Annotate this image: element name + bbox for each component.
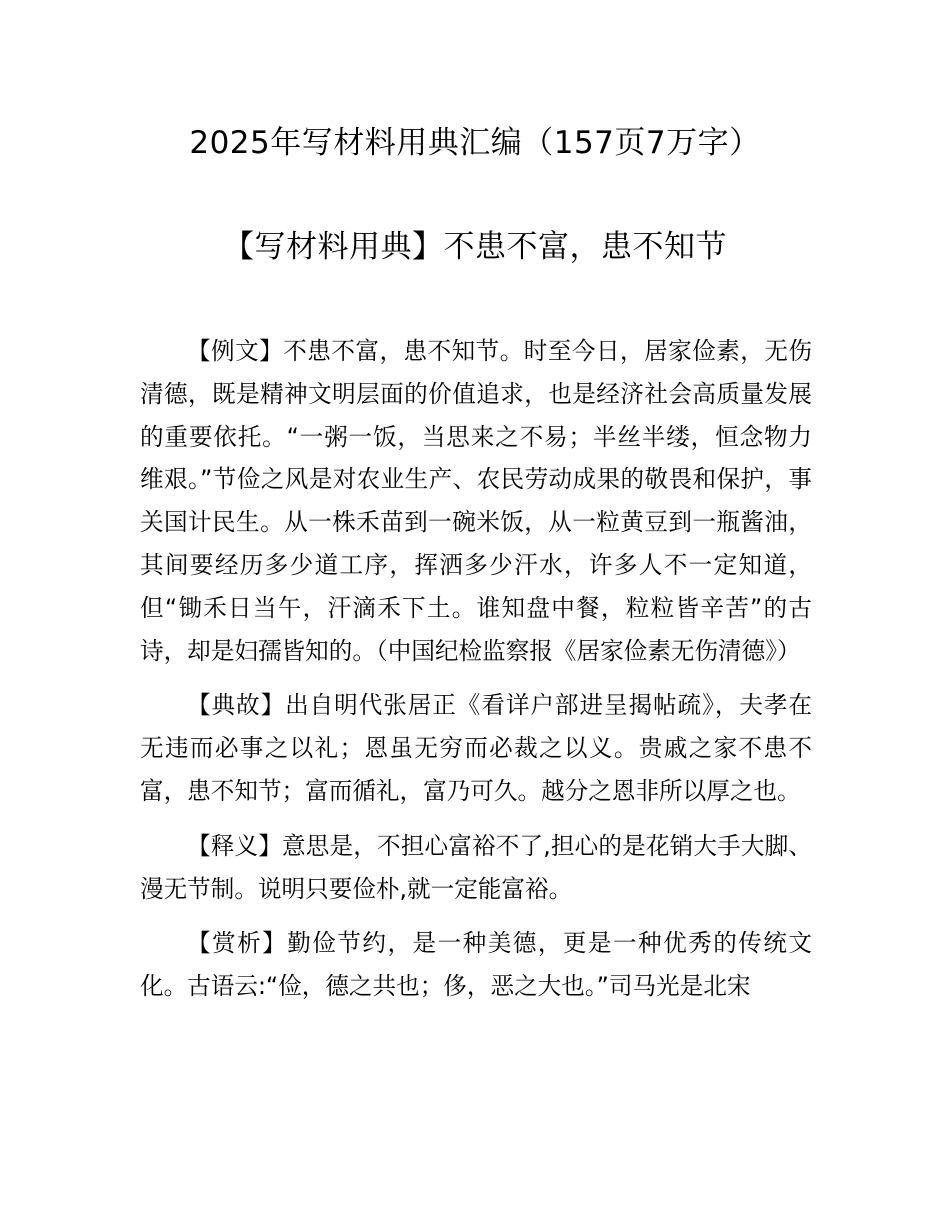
paragraph-appreciation: 【赏析】勤俭节约，是一种美德，更是一种优秀的传统文化。古语云:“俭，德之共也；侈，恶之大也。”司马光是北宋 xyxy=(140,929,812,1001)
paragraph-meaning: 【释义】意思是，不担心富裕不了,担心的是花销大手大脚、漫无节制。说明只要俭朴,就一定能富裕。 xyxy=(140,831,812,903)
paragraph-allusion: 【典故】出自明代张居正《看详户部进呈揭帖疏》，夫孝在无违而必事之以礼；恩虽无穷而必裁之以义。贵戚之家不患不富，患不知节；富而循礼，富乃可久。越分之恩非所以厚之也。 xyxy=(140,691,812,805)
paragraph-example: 【例文】不患不富，患不知节。时至今日，居家俭素，无伤清德，既是精神文明层面的价值追求，也是经济社会高质量发展的重要依托。“一粥一饭，当思来之不易；半丝半缕，恒念物力维艰。”节俭之风是对农业生产、农民劳动成果的敬畏和保护，事关国计民生。从一株禾苗到一碗米饭，从一粒黄豆到一瓶酱油，其间要经历多少道工序，挥洒多少汗水，许多人不一定知道，但“锄禾日当午，汗滴禾下土。谁知盘中餐，粒粒皆辛苦”的古诗，却是妇孺皆知的。（中国纪检监察报《居家俭素无伤清德》） xyxy=(140,337,812,665)
document-title: 2025年写材料用典汇编（157页7万字） xyxy=(189,125,761,161)
section-heading: 【写材料用典】不患不富，患不知节 xyxy=(223,229,727,265)
document-body xyxy=(140,330,812,1020)
